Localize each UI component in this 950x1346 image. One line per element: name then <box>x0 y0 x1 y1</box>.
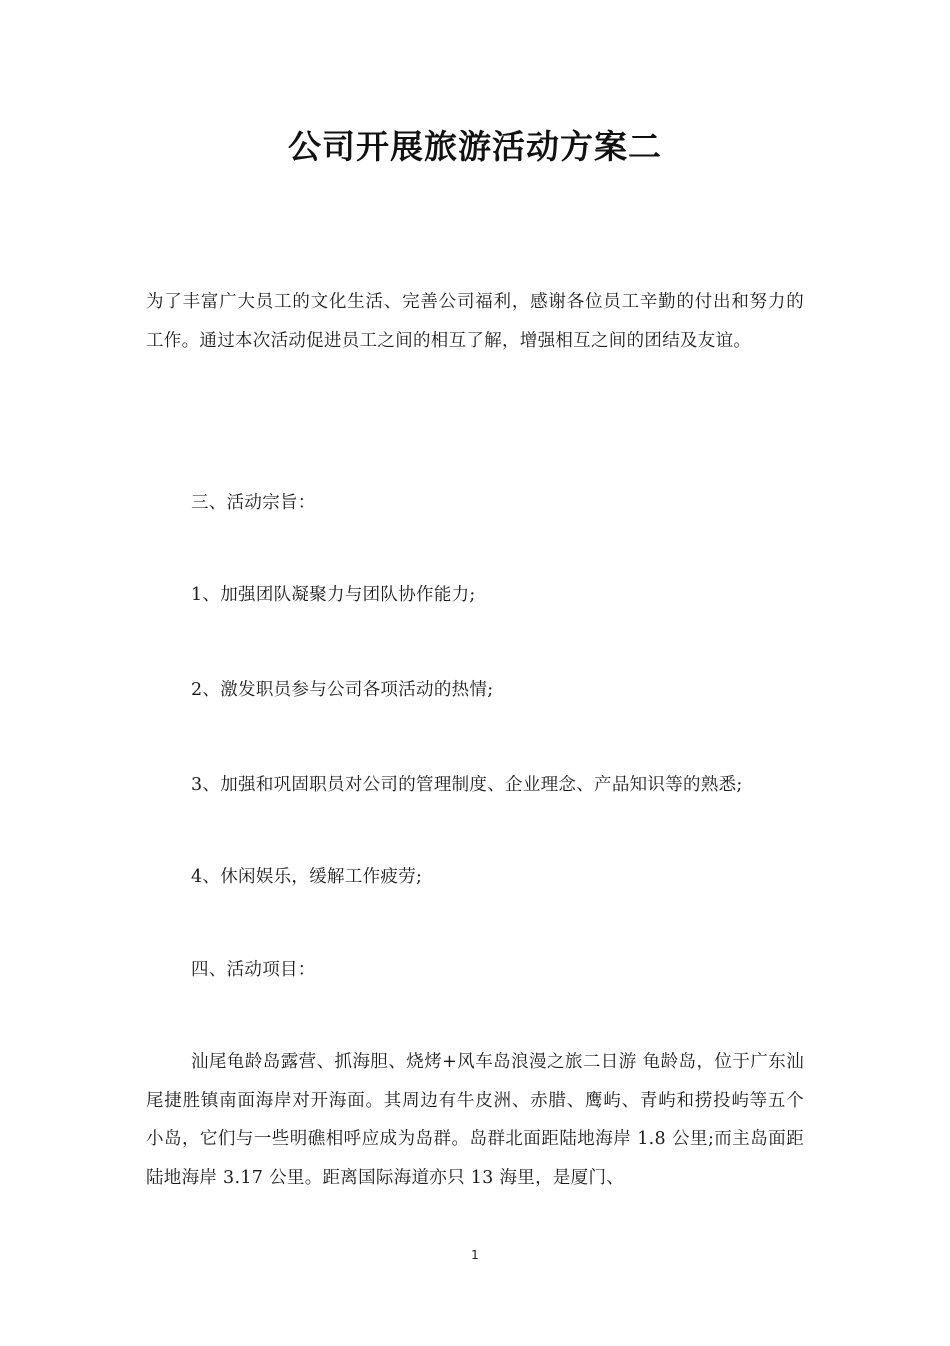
section-purpose-heading: 三、活动宗旨： <box>191 493 316 513</box>
purpose-item: 3、加强和巩固职员对公司的管理制度、企业理念、产品知识等的熟悉; <box>191 775 743 795</box>
section-project-heading: 四、活动项目： <box>191 960 316 980</box>
purpose-item: 2、激发职员参与公司各项活动的热情; <box>191 680 494 700</box>
project-description: 汕尾龟龄岛露营、抓海胆、烧烤+风车岛浪漫之旅二日游 龟龄岛，位于广东汕尾捷胜镇南面海岸对开海面。其周边有牛皮洲、赤腊、鹰屿、青屿和捞投屿等五个小岛，它们与一些明礁相呼应成为岛群。岛群北面距陆地海岸 1.8 公里;而主岛面距陆地海岸 3.17 公里。距离国际海道亦只 13 海里，是厦门、 <box>146 1052 804 1188</box>
intro-paragraph: 为了丰富广大员工的文化生活、完善公司福利，感谢各位员工辛勤的付出和努力的工作。通过本次活动促进员工之间的相互了解，增强相互之间的团结及友谊。 <box>146 292 804 351</box>
purpose-item: 4、休闲娱乐，缓解工作疲劳; <box>191 867 423 887</box>
purpose-item: 1、加强团队凝聚力与团队协作能力; <box>191 585 476 605</box>
document-title: 公司开展旅游活动方案二 <box>288 127 662 166</box>
page-number: 1 <box>471 1248 479 1262</box>
